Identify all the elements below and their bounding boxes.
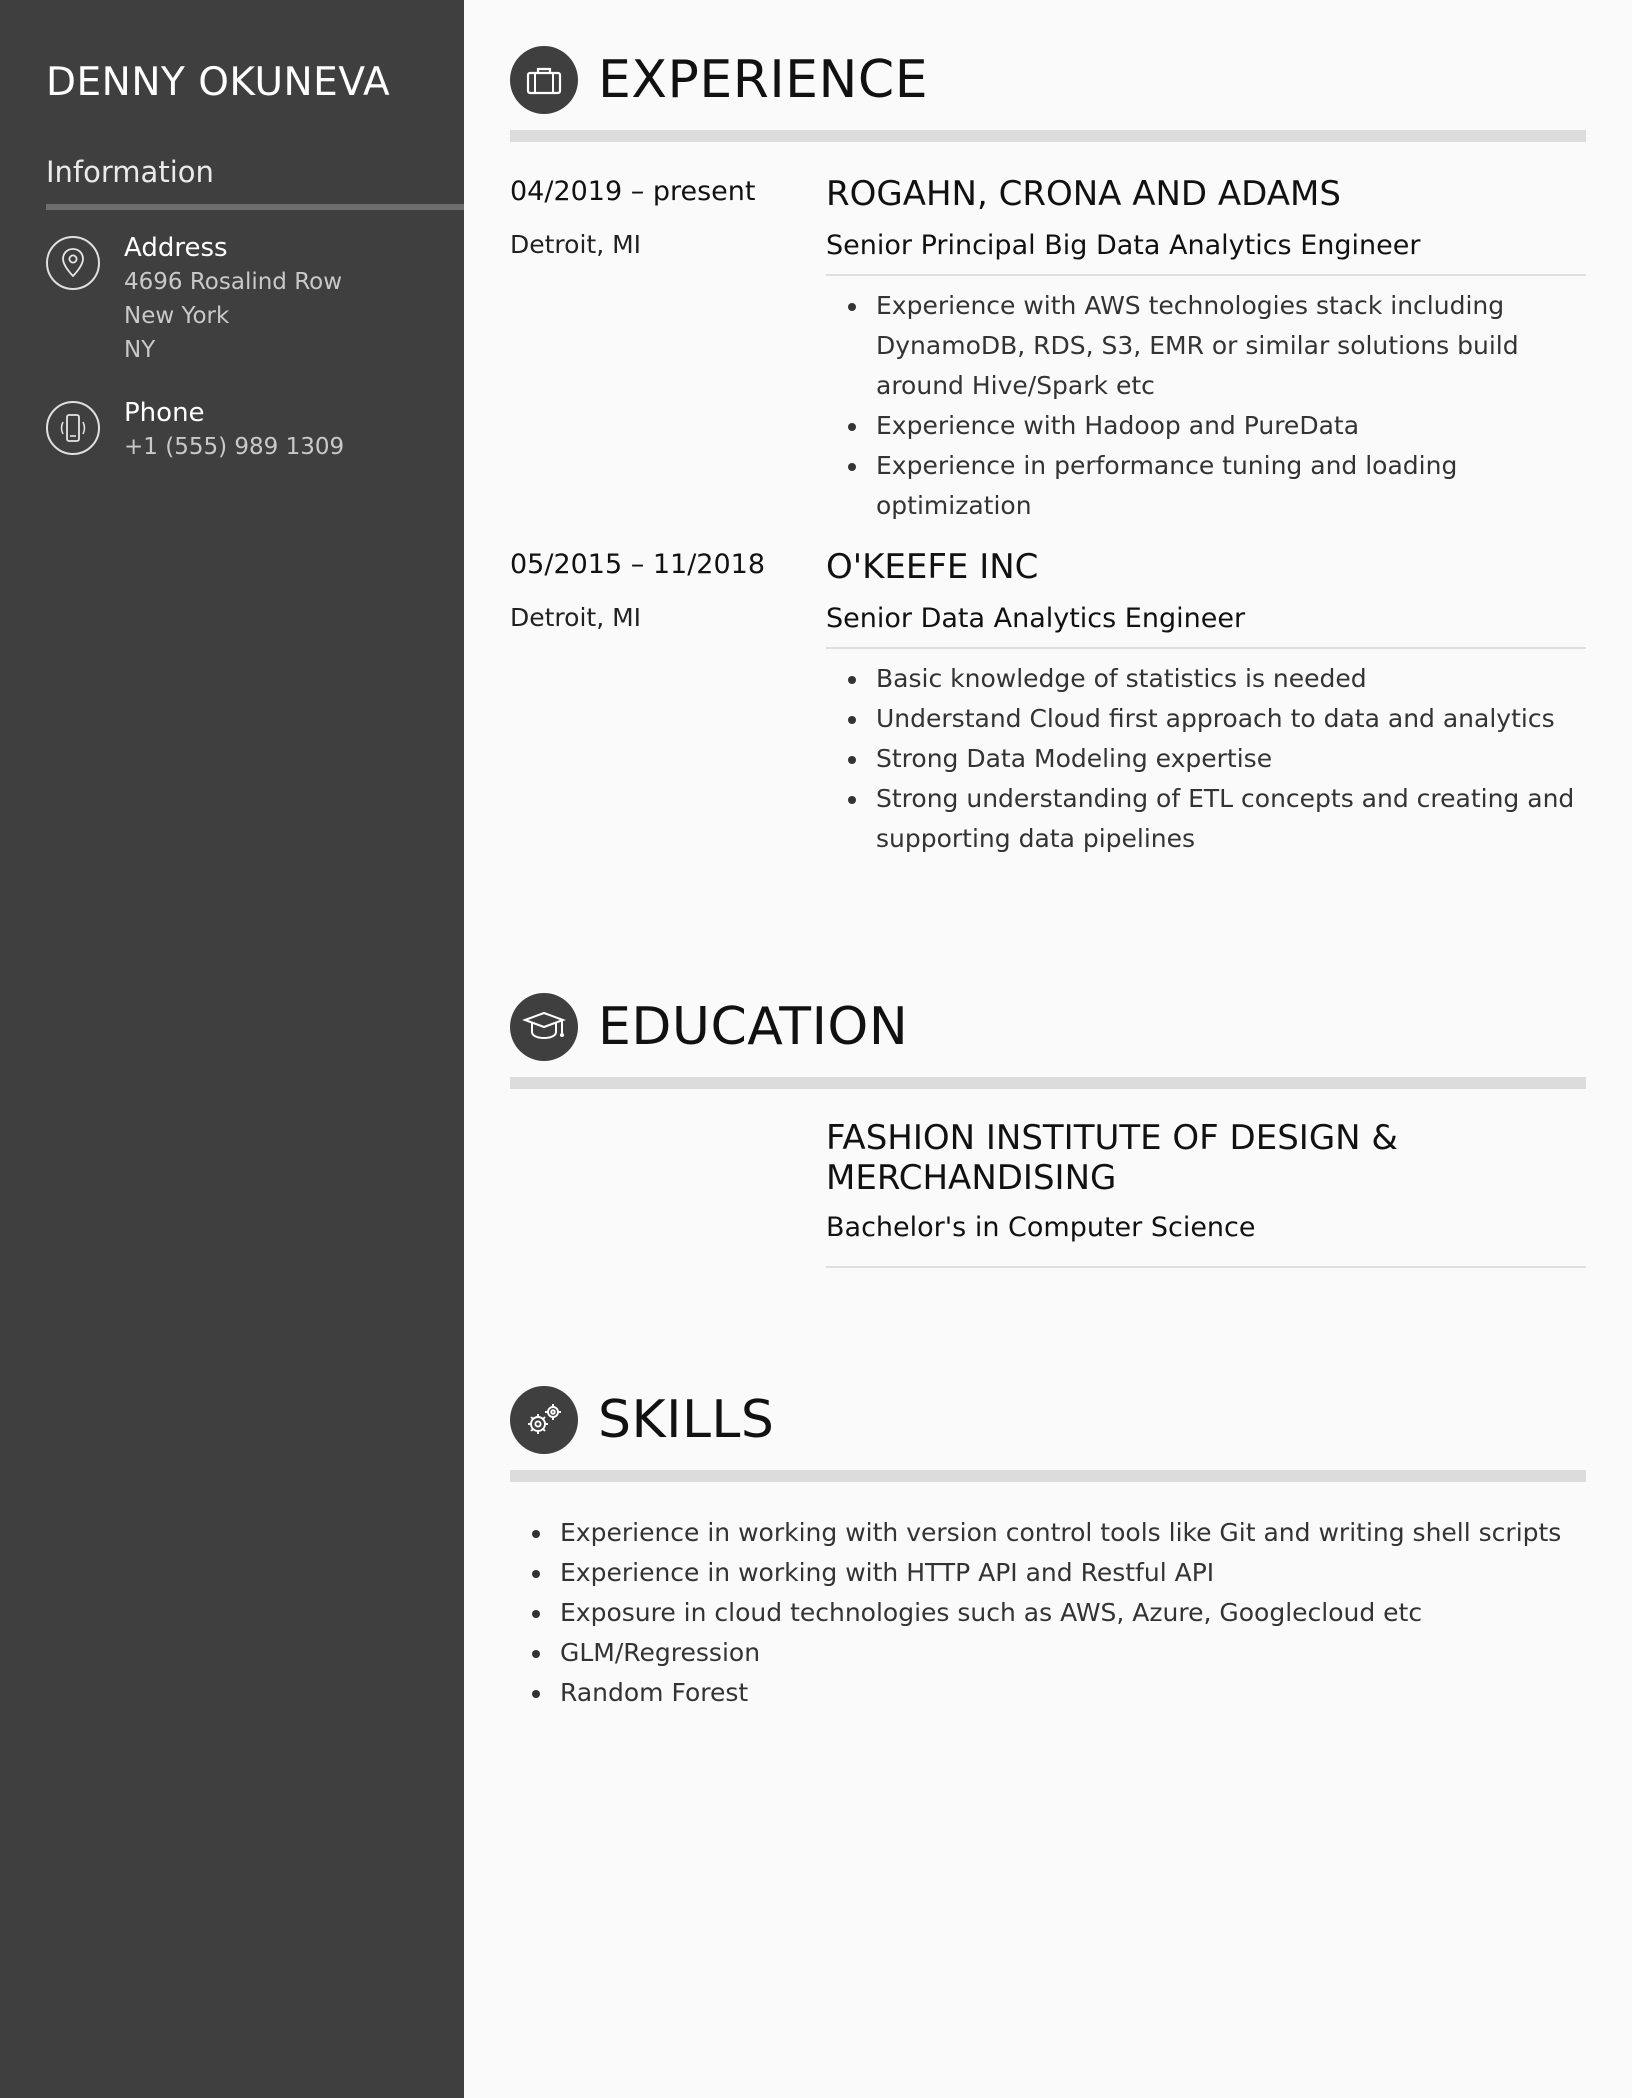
job-role: Senior Principal Big Data Analytics Engineer: [826, 230, 1421, 261]
degree: Bachelor's in Computer Science: [826, 1212, 1256, 1243]
address-label: Address: [124, 233, 228, 263]
job-bullet: Strong Data Modeling expertise: [846, 739, 1586, 779]
school-name: FASHION INSTITUTE OF DESIGN & MERCHANDISING: [826, 1118, 1398, 1198]
skill-item: Random Forest: [530, 1673, 1586, 1713]
graduation-cap-icon: [510, 993, 578, 1061]
education-divider: [510, 1077, 1586, 1089]
education-title: EDUCATION: [598, 997, 909, 1057]
information-heading: Information: [46, 155, 214, 189]
job-bullets: [846, 286, 1586, 526]
job-bullet: Experience with AWS technologies stack including DynamoDB, RDS, S3, EMR or similar solutions build around Hive/Spark etc: [846, 286, 1586, 406]
sidebar: [0, 0, 464, 2098]
job-bullet: Strong understanding of ETL concepts and creating and supporting data pipelines: [846, 779, 1586, 859]
job-divider: [826, 274, 1586, 276]
skills-divider: [510, 1470, 1586, 1482]
job-bullet: Basic knowledge of statistics is needed: [846, 659, 1586, 699]
skill-item: Exposure in cloud technologies such as AWS, Azure, Googlecloud etc: [530, 1593, 1586, 1633]
address-line-2: New York: [124, 303, 230, 329]
job-divider: [826, 647, 1586, 649]
location-pin-icon: [46, 236, 100, 290]
skills-list: [530, 1513, 1586, 1713]
briefcase-icon: [510, 46, 578, 114]
job-dates: 05/2015 – 11/2018: [510, 549, 765, 580]
skill-item: GLM/Regression: [530, 1633, 1586, 1673]
job-bullet: Experience with Hadoop and PureData: [846, 406, 1586, 446]
job-location: Detroit, MI: [510, 230, 642, 259]
address-line-1: 4696 Rosalind Row: [124, 269, 343, 295]
education-entry: [826, 1118, 1586, 1243]
job-bullets: [846, 659, 1586, 859]
job-company: ROGAHN, CRONA AND ADAMS: [826, 174, 1341, 214]
phone-number: +1 (555) 989 1309: [124, 434, 345, 460]
job-company: O'KEEFE INC: [826, 547, 1039, 587]
job-location: Detroit, MI: [510, 603, 642, 632]
experience-title: EXPERIENCE: [598, 50, 929, 110]
job-role: Senior Data Analytics Engineer: [826, 603, 1246, 634]
skill-item: Experience in working with version control tools like Git and writing shell scripts: [530, 1513, 1586, 1553]
gears-icon: [510, 1386, 578, 1454]
experience-divider: [510, 130, 1586, 142]
job-dates: 04/2019 – present: [510, 176, 756, 207]
information-divider: [46, 204, 464, 210]
skills-title: SKILLS: [598, 1390, 775, 1450]
skill-item: Experience in working with HTTP API and Restful API: [530, 1553, 1586, 1593]
phone-label: Phone: [124, 398, 205, 428]
mobile-phone-icon: [46, 401, 100, 455]
job-bullet: Understand Cloud first approach to data and analytics: [846, 699, 1586, 739]
education-entry-divider: [826, 1266, 1586, 1268]
job-bullet: Experience in performance tuning and loading optimization: [846, 446, 1586, 526]
candidate-name: DENNY OKUNEVA: [46, 60, 391, 105]
address-line-3: NY: [124, 337, 156, 363]
